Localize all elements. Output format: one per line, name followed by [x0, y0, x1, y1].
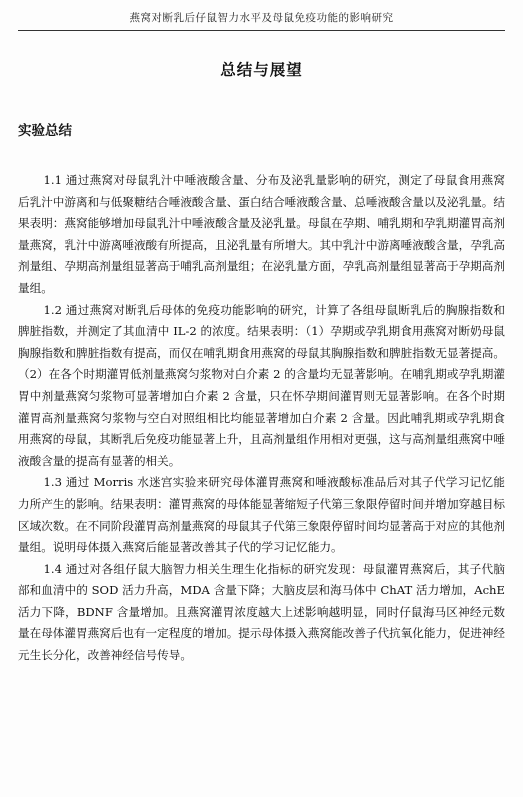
header-rule	[18, 30, 505, 31]
paragraph-1-3: 1.3 通过 Morris 水迷宫实验来研究母体灌胃燕窝和唾液酸标准品后对其子代学习记忆能力所产生的影响。结果表明：灌胃燕窝的母体能显著缩短子代第三象限停留时间并增加穿越目标区域次数。在不同阶段灌胃高剂量燕窝的母鼠其子代第三象限停留时间均显著高于对应的其他剂量组。说明母体摄入燕窝后能显著改善其子代的学习记忆能力。	[18, 475, 505, 555]
section-title: 总结与展望	[220, 60, 303, 79]
paragraph-1-1: 1.1 通过燕窝对母鼠乳汁中唾液酸含量、分布及泌乳量影响的研究，测定了母鼠食用燕窝后乳汁中游离和与低聚糖结合唾液酸含量、蛋白结合唾液酸含量、总唾液酸含量以及泌乳量。结果表明：燕窝能够增加母鼠乳汁中唾液酸含量及泌乳量。母鼠在孕期、哺乳期和孕乳期灌胃高剂量燕窝，乳汁中游离唾液酸有所提高，且泌乳量有所增大。其中乳汁中游离唾液酸含量，孕乳高剂量组、孕期高剂量组显著高于哺乳高剂量组；在泌乳量方面，孕乳高剂量组显著高于孕期高剂量组。	[18, 173, 505, 295]
paragraph-1-4: 1.4 通过对各组仔鼠大脑智力相关生理生化指标的研究发现：母鼠灌胃燕窝后，其子代脑部和血清中的 SOD 活力升高，MDA 含量下降；大脑皮层和海马体中 ChAT 活力增加，AchE 活力下降，BDNF 含量增加。且燕窝灌胃浓度越大上述影响越明显，同时仔鼠海马区神经元数量在母体灌胃燕窝后也有一定程度的增加。提示母体摄入燕窝能改善子代抗氧化能力，促进神经元生长分化，改善神经信号传导。	[18, 561, 505, 663]
body-text	[18, 170, 505, 667]
subsection-title: 实验总结	[18, 123, 72, 139]
running-header: 燕窝对断乳后仔鼠智力水平及母鼠免疫功能的影响研究	[129, 12, 394, 24]
paragraph-1-2: 1.2 通过燕窝对断乳后母体的免疫功能影响的研究，计算了各组母鼠断乳后的胸腺指数和脾脏指数，并测定了其血清中 IL-2 的浓度。结果表明：（1）孕期或孕乳期食用燕窝对断奶母鼠胸腺指数和脾脏指数有提高，而仅在哺乳期食用燕窝的母鼠其胸腺指数和脾脏指数无显著提高。（2）在各个时期灌胃低剂量燕窝匀浆物对白介素 2 的含量均无显著影响。在哺乳期或孕乳期灌胃中剂量燕窝匀浆物可显著增加白介素 2 含量，只在怀孕期间灌胃则无显著影响。在各个时期灌胃高剂量燕窝匀浆物与空白对照组相比均能显著增加白介素 2 含量。因此哺乳期或孕乳期食用燕窝的母鼠，其断乳后免疫功能显著上升，且高剂量组作用相对更强，这与高剂量组燕窝中唾液酸含量的提高有显著的相关。	[18, 302, 505, 468]
